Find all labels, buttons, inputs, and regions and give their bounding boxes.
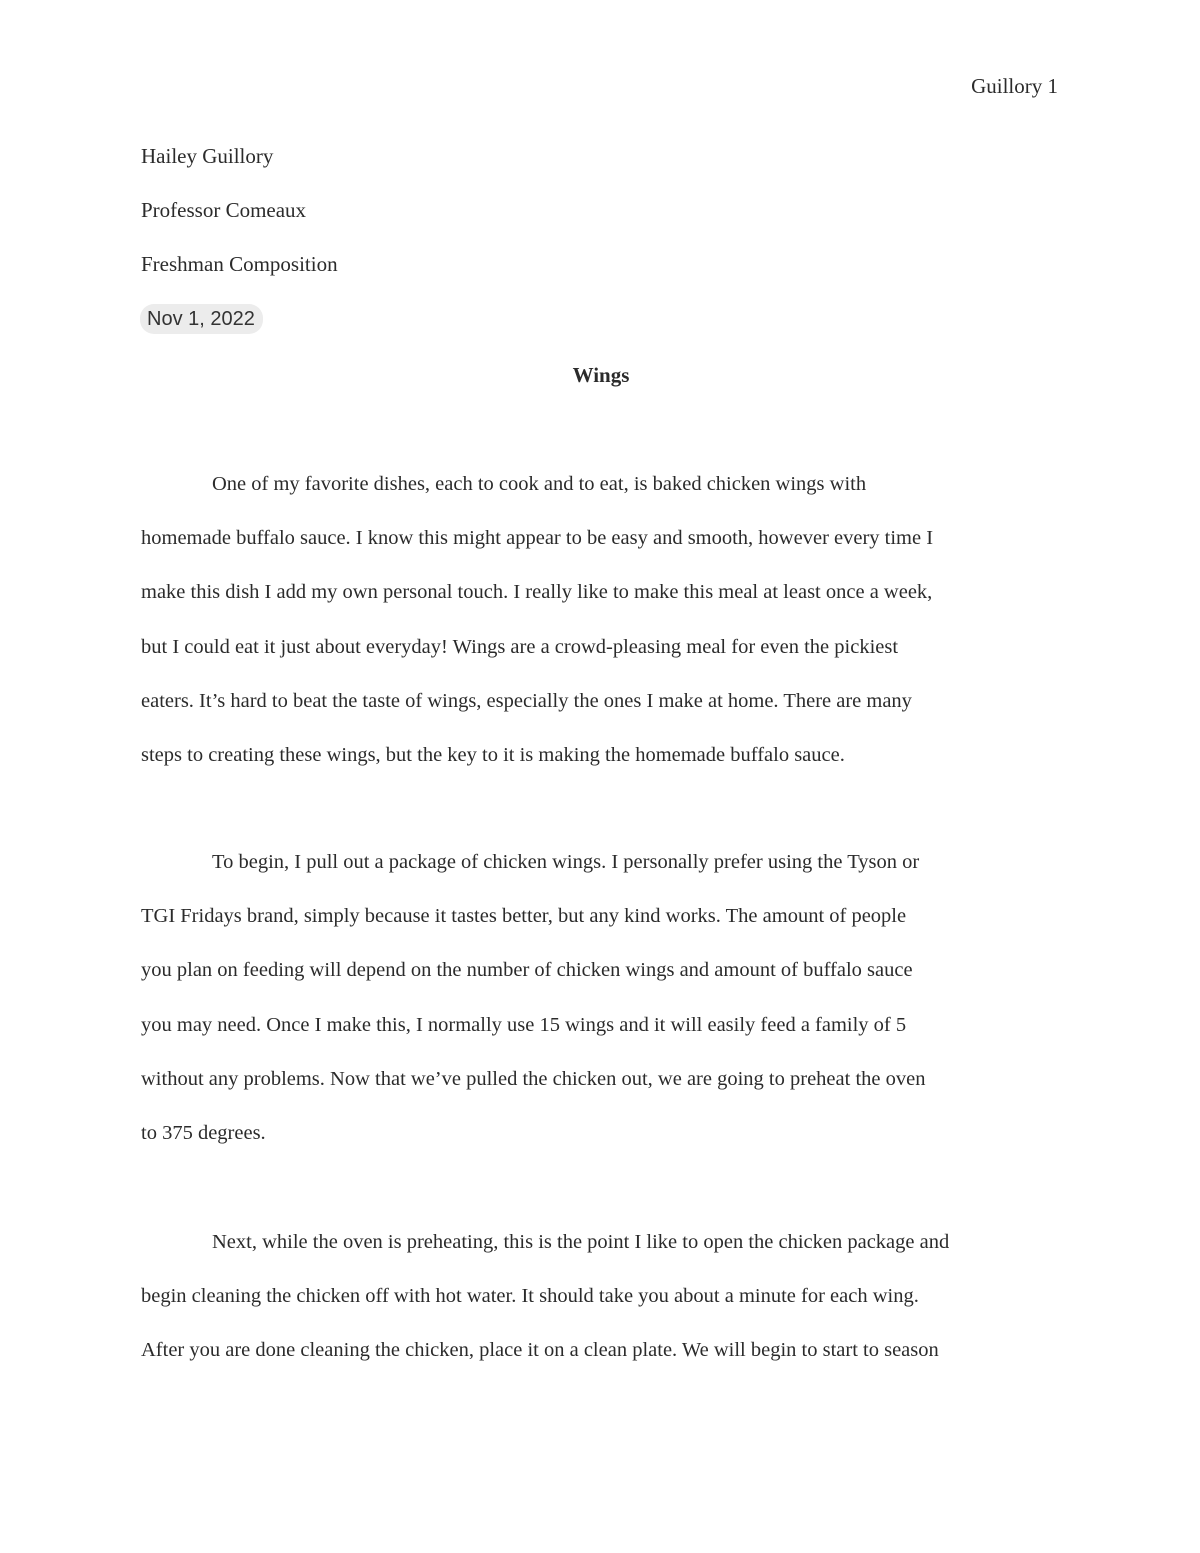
paragraph [141,848,1061,1173]
paragraph [141,470,1061,795]
text-line: eaters. It’s hard to beat the taste of wings, especially the ones I make at home. There are many [141,689,912,712]
date-line [141,304,1061,358]
text-line: without any problems. Now that we’ve pulled the chicken out, we are going to preheat the oven [141,1067,926,1090]
text-line: Next, while the oven is preheating, this is the point I like to open the chicken package and [212,1231,950,1253]
text-line: One of my favorite dishes, each to cook and to eat, is baked chicken wings with [212,473,867,495]
text-line: but I could eat it just about everyday! Wings are a crowd-pleasing meal for even the pickiest [141,635,899,658]
text-line: steps to creating these wings, but the key to it is making the homemade buffalo sauce. [141,743,845,766]
text-line: you may need. Once I make this, I normally use 15 wings and it will easily feed a family of 5 [141,1013,907,1036]
essay-title: Wings [572,363,630,387]
date-chip[interactable]: Nov 1, 2022 [140,304,263,334]
text-line: To begin, I pull out a package of chicken wings. I personally prefer using the Tyson or [212,851,920,873]
text-line: to 375 degrees. [141,1121,266,1144]
text-line: homemade buffalo sauce. I know this might appear to be easy and smooth, however every time I [141,527,934,550]
course-name: Freshman Composition [141,252,338,276]
mla-heading [141,142,1061,358]
paragraph [141,1228,1061,1391]
text-line: begin cleaning the chicken off with hot water. It should take you about a minute for each wing. [141,1285,919,1308]
text-line: TGI Fridays brand, simply because it tastes better, but any kind works. The amount of people [141,905,907,928]
professor-name: Professor Comeaux [141,198,307,222]
text-line: make this dish I add my own personal touch. I really like to make this meal at least once a week, [141,581,933,604]
text-line: you plan on feeding will depend on the number of chicken wings and amount of buffalo sauce [141,959,913,982]
text-line: After you are done cleaning the chicken, place it on a clean plate. We will begin to start to season [141,1339,939,1362]
running-head: Guillory 1 [971,74,1058,98]
author-name: Hailey Guillory [141,144,274,168]
